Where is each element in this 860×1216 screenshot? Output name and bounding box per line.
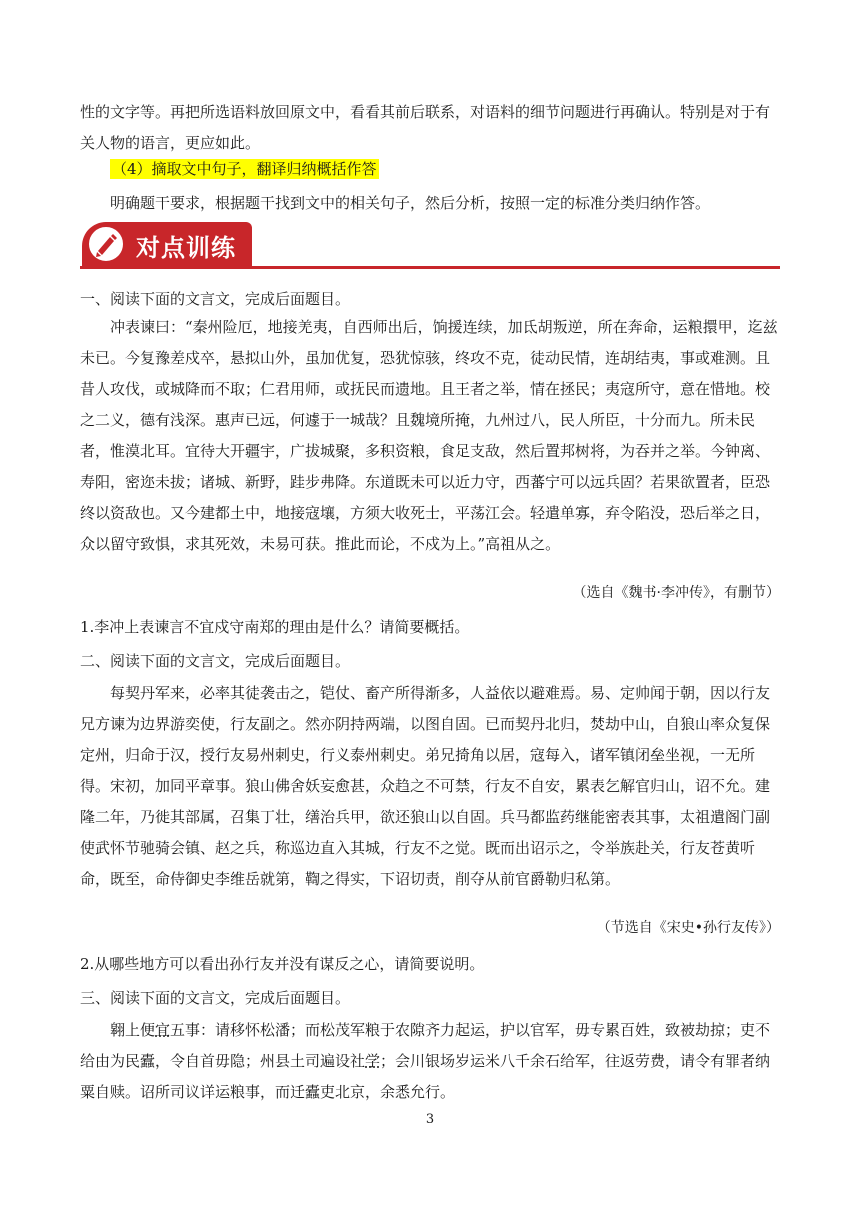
section3-text-c: ；会川银场岁运米八千余石给军，往返劳费，请令有罪者纳粟自赎。诏所司议详运粮事，而迁蠹吏北京，余悉允行。 (80, 1052, 771, 1101)
section2-heading: 二、阅读下面的文言文，完成后面题目。 (80, 652, 351, 670)
section3-text-b: 五事：请移怀松潘；而松茂军粮于农隙齐力起运，护以官军，毋专累百姓，致被劫掠；吏不给由为民蠹，令自首毋隐；州县土司遍设社 (80, 1021, 771, 1070)
section1-heading: 一、阅读下面的文言文，完成后面题目。 (80, 290, 351, 308)
section2-source: （节选自《宋史•孙行友传》） (596, 920, 780, 936)
step4-heading (110, 156, 379, 182)
step4-body: 明确题干要求，根据题干找到文中的相关句子，然后分析，按照一定的标准分类归纳作答。 (110, 194, 711, 212)
section1-source: （选自《魏书·李冲传》，有删节） (572, 585, 780, 601)
section3-text-a: 翱上便 (110, 1021, 156, 1039)
section3-emphasis-1: 宜 (155, 1021, 171, 1039)
pencil-icon (86, 224, 126, 264)
question-2: 2.从哪些地方可以看出孙行友并没有谋反之心，请简要说明。 (80, 955, 485, 973)
banner-tab (82, 222, 252, 268)
section1-passage: 冲表谏曰：“秦州险厄，地接羌夷，自西师出后，饷援连续，加氐胡叛逆，所在奔命，运粮擐甲，迄兹未已。今复豫差戍卒，悬拟山外，虽加优复，恐犹惊骇，终攻不克，徒动民情，连胡结夷，事或难测。且昔人攻伐，或城降而不取；仁君用师，或抚民而遗地。且王者之举，情在拯民；夷寇所守，意在惜地。校之二义，德有浅深。惠声已远，何遽于一城哉？且魏境所掩，九州过八，民人所臣，十分而九。所未民者，惟漠北耳。宜待大开疆宇，广拔城聚，多积资粮，食足支敌，然后置邦树将，为吞并之举。今钟离、寿阳，密迩未拔；诸城、新野，跬步弗降。东道既未可以近力守，西蕃宁可以远兵固？若果欲置者，臣恐终以资敌也。又今建都土中，地接寇壤，方须大收死士，平荡江会。轻遣单寡，弃令陷没，恐后举之日，众以留守致惧，求其死效，未易可获。推此而论，不戍为上。”高祖从之。 (80, 318, 778, 553)
section3-emphasis-2: 学 (365, 1052, 381, 1070)
step4-heading-highlight: （4）摘取文中句子，翻译归纳概括作答 (112, 160, 377, 178)
section3-passage (80, 1015, 780, 1108)
practice-banner (80, 222, 780, 270)
intro-paragraph: 性的文字等。再把所选语料放回原文中，看看其前后联系，对语料的细节问题进行再确认。特别是对于有关人物的语言，更应如此。 (80, 103, 771, 152)
section3-heading: 三、阅读下面的文言文，完成后面题目。 (80, 989, 351, 1007)
banner-title: 对点训练 (136, 234, 236, 262)
page-number: 3 (425, 1112, 435, 1127)
section2-paragraph-1: 每契丹军来，必率其徒袭击之，铠仗、畜产所得渐多，人益依以避难焉。易、定帅闻于朝，因以行友兄方谏为边界游奕使，行友副之。然亦阴持两端，以图自固。已而契丹北归，焚劫中山，自狼山率众复保定州，归命于汉，授行友易州刺史，行义泰州刺史。弟兄掎角以居，寇每入，诸军镇闭垒坐视，一无所得。 (80, 684, 771, 795)
question-1: 1.李冲上表谏言不宜戍守南郑的理由是什么？请简要概括。 (80, 618, 470, 636)
section2-paragraph-2: 宋初，加同平章事。狼山佛舍妖妄愈甚，众趋之不可禁，行友不自安，累表乞解官归山，诏不允。建隆二年，乃徙其部属，召集丁壮，缮治兵甲，欲还狼山以自固。兵马都监药继能密表其事，太祖遣阁门副使武怀节驰骑会镇、赵之兵，称巡边直入其城，行友不之觉。既而出诏示之，令举族赴关，行友苍黄听命，既至，命侍御史李维岳就第，鞫之得实，下诏切责，削夺从前官爵勒归私第。 (80, 777, 771, 888)
